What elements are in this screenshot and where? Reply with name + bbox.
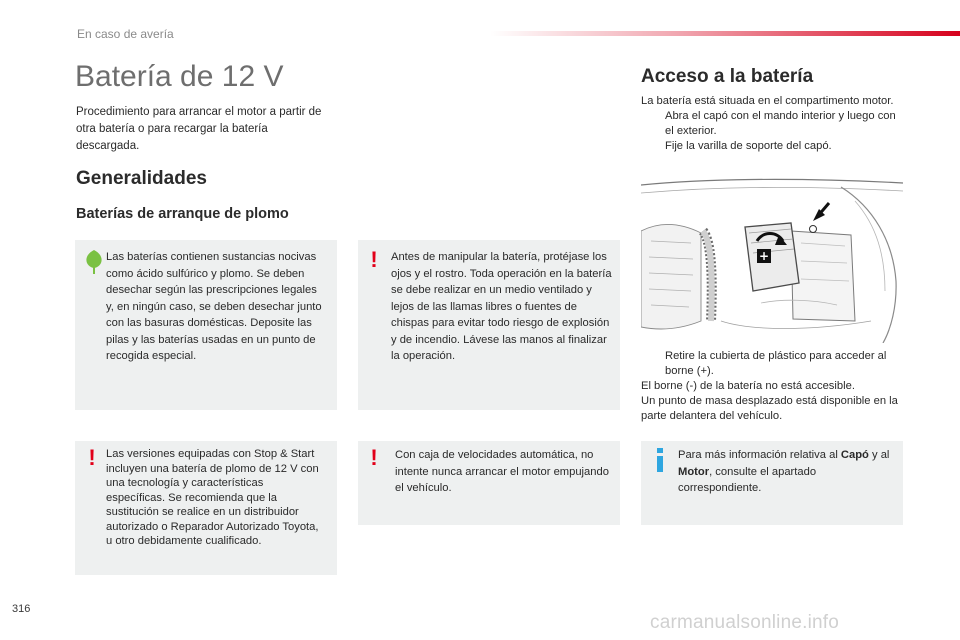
intro-paragraph: Procedimiento para arrancar el motor a partir de otra batería o para recargar la batería descargada. <box>76 106 322 152</box>
plus-terminal-label: + <box>758 249 770 263</box>
engine-compartment-illustration <box>641 171 903 343</box>
page-title: Batería de 12 V <box>75 60 284 93</box>
negative-terminal-note: El borne (-) de la batería no está accesible. <box>641 380 855 392</box>
stop-start-warning-box <box>75 441 337 575</box>
auto-gearbox-warning-box <box>358 441 620 525</box>
subheading-lead-batteries: Baterías de arranque de plomo <box>76 206 289 222</box>
bold-term-bonnet: Capó <box>840 449 869 461</box>
warning-exclamation-icon: ! <box>370 445 378 470</box>
leaf-icon <box>83 249 105 275</box>
battery-location-text: La batería está situada en el compartimento motor. <box>641 95 894 107</box>
watermark-text: carmanualsonline.info <box>650 612 840 633</box>
right-intro-block <box>641 94 903 154</box>
warning-exclamation-icon: ! <box>88 445 96 470</box>
heading-generalidades: Generalidades <box>76 168 207 189</box>
bold-term-engine: Motor <box>678 465 710 478</box>
eco-info-text: Las baterías contienen sustancias nocivas como ácido sulfúrico y plomo. Se deben desechar según las prescripciones legales y, en ningún caso, se deben desechar junto con las basuras domésticas. Deposite las pilas y las baterías usadas en un punto de recogida especial. <box>106 251 322 362</box>
stop-start-warning-text: Las versiones equipadas con Stop & Start incluyen una batería de plomo de 12 V con una tecnología y características específicas. Se recomienda que la sustitución se realice en un distribuidor autorizado o Reparador Autorizado Toyota, u otro debidamente cualificado. <box>106 448 319 547</box>
info-box-text: Para más información relativa al Capó y al Motor, consulte el apartado correspondiente. <box>678 449 890 494</box>
protection-warning-text: Antes de manipular la batería, protéjase los ojos y el rostro. Toda operación en la batería se debe realizar en un medio ventilado y lejos de las llamas libres o fuentes de chispas para evitar todo riesgo de explosión y de incendio. Lávese las manos al finalizar la operación. <box>391 251 612 362</box>
right-cover-block <box>641 349 903 424</box>
step-remove-cover: Retire la cubierta de plástico para acceder al borne (+). <box>665 350 887 377</box>
page-number: 316 <box>12 603 31 615</box>
auto-gearbox-warning-text: Con caja de velocidades automática, no intente nunca arrancar el motor empujando el vehículo. <box>395 449 609 494</box>
eco-info-box <box>75 240 337 410</box>
step-open-bonnet: Abra el capó con el mando interior y luego con el exterior. <box>665 110 896 137</box>
section-label: En caso de avería <box>77 27 174 41</box>
info-box <box>641 441 903 525</box>
info-icon <box>653 447 667 473</box>
protection-warning-box <box>358 240 620 410</box>
warning-exclamation-icon: ! <box>370 247 378 272</box>
ground-point-note: Un punto de masa desplazado está disponible en la parte delantera del vehículo. <box>641 395 898 422</box>
heading-battery-access: Acceso a la batería <box>641 66 814 87</box>
step-fix-prop-rod: Fije la varilla de soporte del capó. <box>665 140 832 152</box>
header-accent-rule <box>490 31 960 36</box>
